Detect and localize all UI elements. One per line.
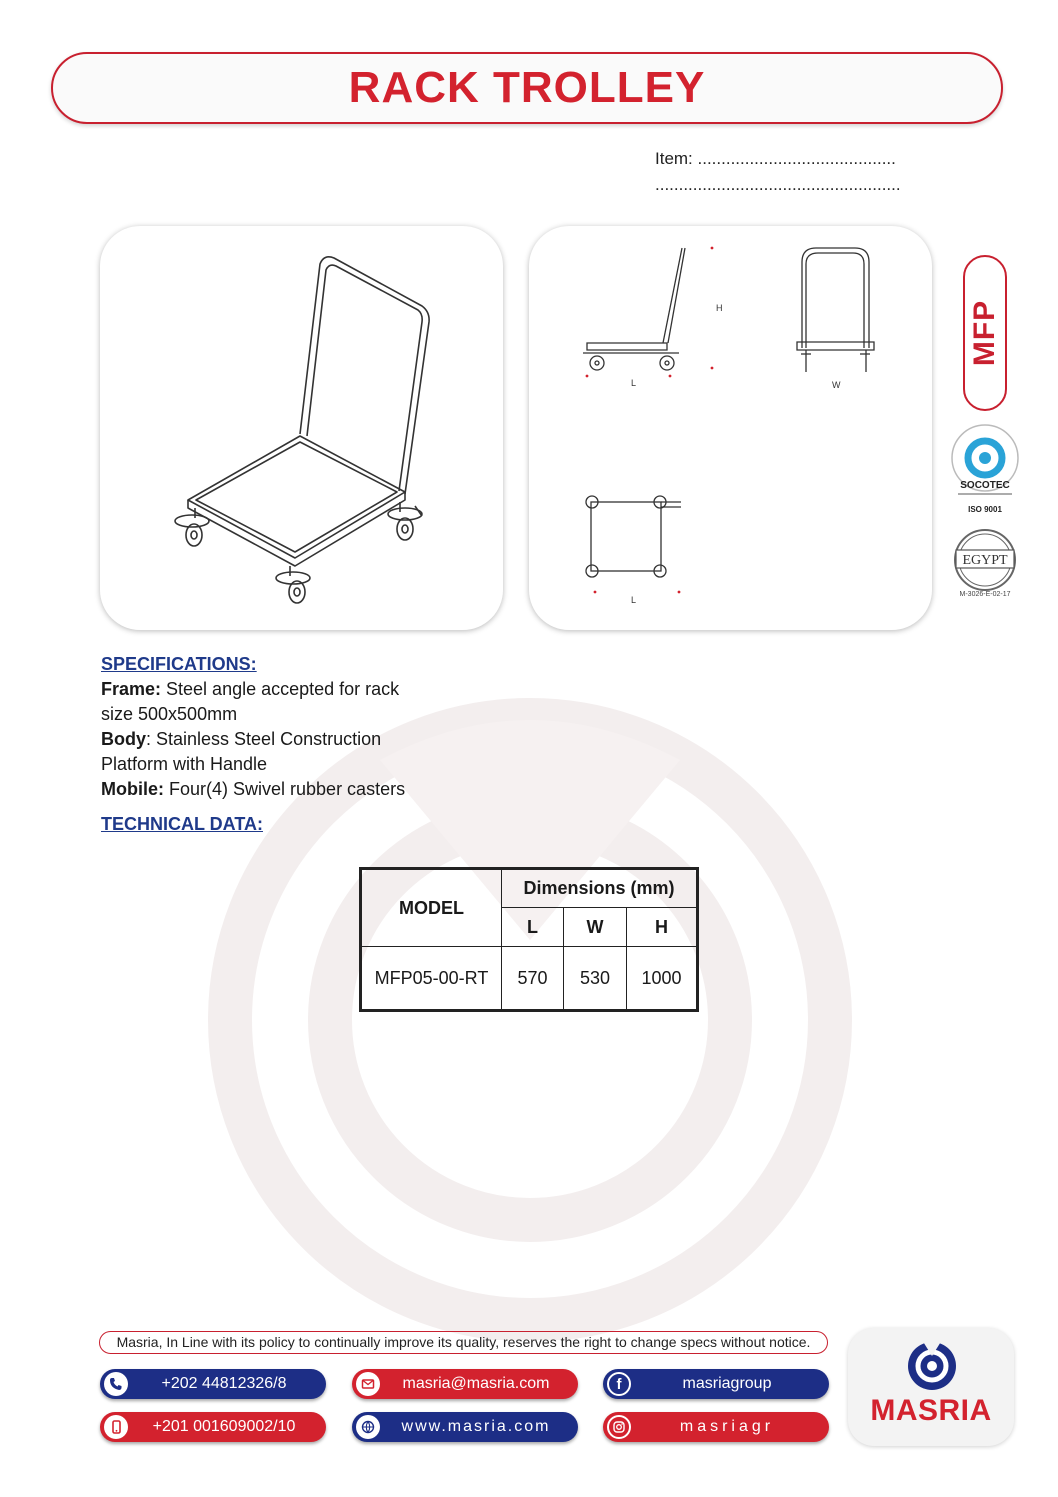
masria-logo-text: MASRIA <box>870 1394 992 1427</box>
masria-logo-icon <box>904 1336 960 1392</box>
h-cell: 1000 <box>627 947 698 1011</box>
body-label: Body <box>101 729 146 749</box>
table-row <box>361 947 698 1011</box>
trolley-orthographic-drawings <box>529 226 932 630</box>
instagram-text: masriagr <box>679 1418 775 1435</box>
egypt-quality-badge <box>948 528 1022 600</box>
egypt-code: M-3026-E-02-17 <box>959 591 1011 598</box>
mfp-badge <box>963 255 1007 411</box>
title-bar <box>51 52 1003 124</box>
phone-icon <box>104 1372 128 1396</box>
front-view-w-label: W <box>832 380 841 390</box>
item-second-line: .................................................... <box>655 175 901 194</box>
facebook-icon: f <box>607 1372 631 1396</box>
w-cell: 530 <box>564 947 627 1011</box>
l-column-header: L <box>502 908 564 947</box>
mfp-badge-text: MFP <box>968 299 1002 367</box>
technical-data-heading: TECHNICAL DATA: <box>101 814 263 834</box>
egypt-text: EGYPT <box>962 553 1008 568</box>
socotec-name: SOCOTEC <box>960 480 1010 491</box>
globe-icon <box>356 1415 380 1439</box>
email-pill[interactable] <box>352 1369 578 1399</box>
specifications-section <box>101 652 405 802</box>
side-view-h-label: H <box>716 303 723 313</box>
body-text: : Stainless Steel Construction <box>146 729 382 749</box>
w-column-header: W <box>564 908 627 947</box>
phone2-pill[interactable] <box>100 1412 326 1442</box>
l-cell: 570 <box>502 947 564 1011</box>
instagram-pill[interactable] <box>603 1412 829 1442</box>
frame-spec-line-2: size 500x500mm <box>101 704 238 724</box>
item-label: Item: .......................................... <box>655 149 896 168</box>
dimensions-column-header: Dimensions (mm) <box>502 869 698 908</box>
isometric-drawing-panel <box>100 226 503 630</box>
instagram-icon <box>607 1415 631 1439</box>
frame-text: Steel angle accepted for rack <box>161 679 400 699</box>
website-pill[interactable] <box>352 1412 578 1442</box>
iso-label: ISO 9001 <box>968 505 1002 514</box>
specifications-heading: SPECIFICATIONS: <box>101 654 257 674</box>
phone1-pill[interactable] <box>100 1369 326 1399</box>
trolley-isometric-drawing <box>100 226 503 630</box>
phone2-text: +201 001609002/10 <box>152 1418 296 1435</box>
socotec-certification-badge <box>948 422 1022 516</box>
website-text: www.masria.com <box>401 1418 551 1435</box>
orthographic-drawing-panel <box>529 226 932 630</box>
side-view-l-label: L <box>631 378 637 388</box>
facebook-pill[interactable] <box>603 1369 829 1399</box>
technical-data-table <box>359 867 699 1012</box>
email-text: masria@masria.com <box>402 1375 550 1392</box>
facebook-text: masriagroup <box>682 1375 772 1392</box>
footer-notice: Masria, In Line with its policy to continually improve its quality, reserves the right to change specs without notice. <box>99 1331 828 1354</box>
mobile-phone-icon <box>104 1415 128 1439</box>
frame-label: Frame: <box>101 679 162 699</box>
mobile-text: Four(4) Swivel rubber casters <box>164 779 406 799</box>
masria-logo-box <box>848 1328 1014 1446</box>
model-column-header: MODEL <box>361 869 502 947</box>
mobile-spec-line <box>101 777 405 802</box>
frame-spec-line <box>101 677 405 702</box>
body-spec-line <box>101 727 405 752</box>
body-spec-line-2: Platform with Handle <box>101 754 268 774</box>
mobile-label: Mobile: <box>101 779 164 799</box>
page-title: RACK TROLLEY <box>348 63 706 112</box>
top-view-l-label: L <box>631 595 637 605</box>
h-column-header: H <box>627 908 698 947</box>
model-cell: MFP05-00-RT <box>361 947 502 1011</box>
email-icon <box>356 1372 380 1396</box>
phone1-text: +202 44812326/8 <box>161 1375 287 1392</box>
